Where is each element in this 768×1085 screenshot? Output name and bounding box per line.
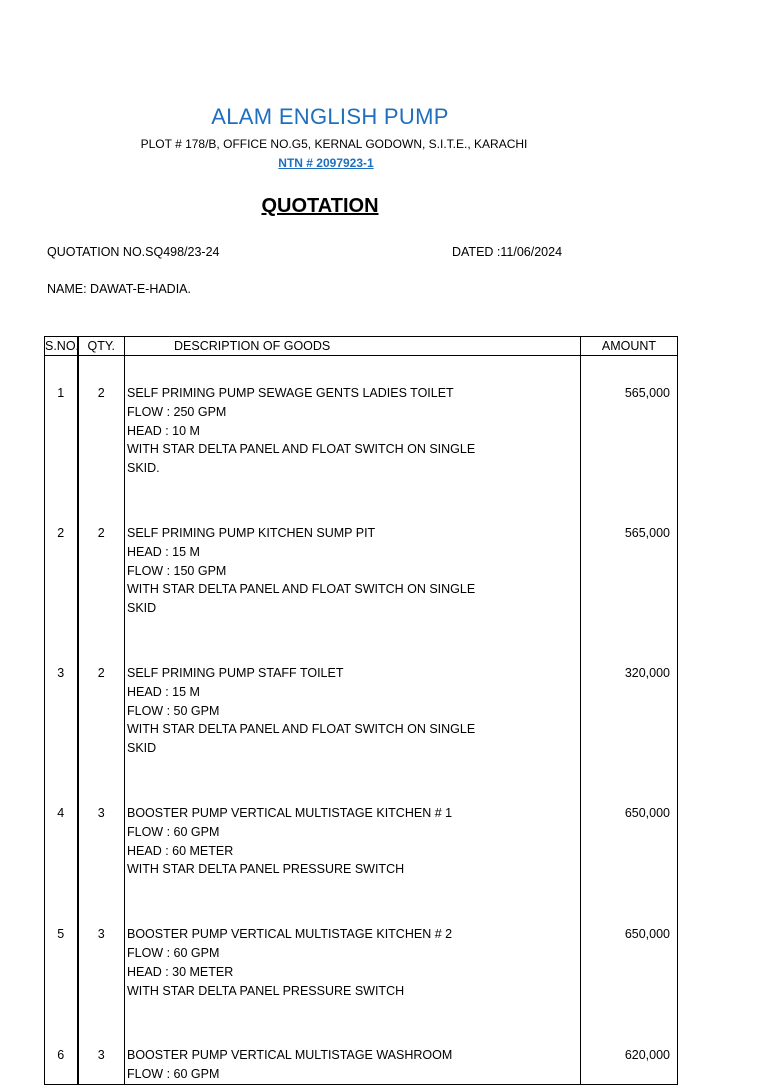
amount-cell xyxy=(581,356,678,496)
header-description: DESCRIPTION OF GOODS xyxy=(125,337,581,356)
table-row xyxy=(45,1018,678,1084)
quantity-cell-text: 2 xyxy=(97,525,105,540)
amount-cell-text: 650,000 xyxy=(624,805,670,820)
amount-cell-text: 565,000 xyxy=(624,525,670,540)
description-line: SKID xyxy=(127,741,157,756)
description-line: WITH STAR DELTA PANEL AND FLOAT SWITCH ON SINGLE xyxy=(127,442,476,457)
serial-number-cell xyxy=(45,356,78,496)
description-line: BOOSTER PUMP VERTICAL MULTISTAGE KITCHEN # 2 xyxy=(127,927,453,942)
quantity-cell xyxy=(78,897,125,1018)
quotation-date: DATED :11/06/2024 xyxy=(452,245,563,259)
description-cell xyxy=(125,1018,581,1084)
description-line: FLOW : 250 GPM xyxy=(127,404,227,419)
company-name: ALAM ENGLISH PUMP xyxy=(211,104,449,129)
table-row xyxy=(45,356,678,496)
description-line: WITH STAR DELTA PANEL AND FLOAT SWITCH ON SINGLE xyxy=(127,722,476,737)
amount-cell xyxy=(581,897,678,1018)
serial-number-cell xyxy=(45,897,78,1018)
description-line: HEAD : 60 METER xyxy=(127,843,234,858)
serial-number-cell xyxy=(45,1018,78,1084)
amount-cell xyxy=(581,776,678,897)
document-title: QUOTATION xyxy=(261,195,379,217)
header-sno: S.NO. xyxy=(45,337,78,356)
quantity-cell-text: 3 xyxy=(97,805,105,820)
description-line: HEAD : 15 M xyxy=(127,684,200,699)
description-line: FLOW : 50 GPM xyxy=(127,703,220,718)
description-line: FLOW : 150 GPM xyxy=(127,563,227,578)
table-body xyxy=(45,356,678,1085)
amount-cell-text: 650,000 xyxy=(624,927,670,942)
serial-number-cell xyxy=(45,636,78,776)
amount-cell-text: 565,000 xyxy=(624,386,670,400)
description-line: SELF PRIMING PUMP SEWAGE GENTS LADIES TOILET xyxy=(127,386,454,400)
description-line: WITH STAR DELTA PANEL PRESSURE SWITCH xyxy=(127,862,405,877)
goods-table xyxy=(44,336,678,1085)
quantity-cell xyxy=(78,776,125,897)
description-line: SELF PRIMING PUMP KITCHEN SUMP PIT xyxy=(127,525,376,540)
description-cell xyxy=(125,636,581,776)
description-line: SKID xyxy=(127,601,157,616)
company-address: PLOT # 178/B, OFFICE NO.G5, KERNAL GODOWN, S.I.T.E., KARACHI xyxy=(140,137,528,151)
serial-number-cell-text: 6 xyxy=(57,1048,65,1063)
description-line: FLOW : 60 GPM xyxy=(127,945,220,960)
description-line: BOOSTER PUMP VERTICAL MULTISTAGE WASHROOM xyxy=(127,1048,453,1063)
description-line: WITH STAR DELTA PANEL PRESSURE SWITCH xyxy=(127,983,405,998)
amount-cell-text: 320,000 xyxy=(624,665,670,680)
quantity-cell xyxy=(78,356,125,496)
quantity-cell xyxy=(78,496,125,636)
amount-cell xyxy=(581,1018,678,1084)
quantity-cell-text: 3 xyxy=(97,927,105,942)
serial-number-cell-text: 4 xyxy=(57,805,65,820)
amount-cell xyxy=(581,636,678,776)
serial-number-cell-text: 3 xyxy=(57,665,65,680)
table-row xyxy=(45,636,678,776)
quantity-cell xyxy=(78,1018,125,1084)
description-line: SELF PRIMING PUMP STAFF TOILET xyxy=(127,665,344,680)
quantity-cell xyxy=(78,636,125,776)
description-cell xyxy=(125,897,581,1018)
table-header-row xyxy=(45,337,678,356)
table-row xyxy=(45,897,678,1018)
table-row xyxy=(45,776,678,897)
quantity-cell-text: 2 xyxy=(97,386,105,400)
description-cell xyxy=(125,356,581,496)
amount-cell-text: 620,000 xyxy=(624,1048,670,1063)
serial-number-cell xyxy=(45,496,78,636)
serial-number-cell xyxy=(45,776,78,897)
description-cell xyxy=(125,776,581,897)
header-qty: QTY. xyxy=(78,337,125,356)
description-line: SKID. xyxy=(127,461,160,476)
header-amount: AMOUNT xyxy=(581,337,678,356)
quantity-cell-text: 2 xyxy=(97,665,105,680)
description-line: HEAD : 15 M xyxy=(127,544,200,559)
serial-number-cell-text: 2 xyxy=(57,525,65,540)
description-line: FLOW : 60 GPM xyxy=(127,1067,220,1082)
quotation-number: QUOTATION NO.SQ498/23-24 xyxy=(47,245,220,259)
customer-name: NAME: DAWAT-E-HADIA. xyxy=(47,282,191,296)
serial-number-cell-text: 5 xyxy=(57,927,65,942)
amount-cell xyxy=(581,496,678,636)
description-cell xyxy=(125,496,581,636)
ntn-number: NTN # 2097923-1 xyxy=(278,156,374,170)
description-line: FLOW : 60 GPM xyxy=(127,824,220,839)
table-row xyxy=(45,496,678,636)
serial-number-cell-text: 1 xyxy=(57,386,65,400)
description-line: HEAD : 10 M xyxy=(127,423,200,438)
description-line: BOOSTER PUMP VERTICAL MULTISTAGE KITCHEN # 1 xyxy=(127,805,453,820)
quantity-cell-text: 3 xyxy=(97,1048,105,1063)
description-line: HEAD : 30 METER xyxy=(127,964,234,979)
description-line: WITH STAR DELTA PANEL AND FLOAT SWITCH ON SINGLE xyxy=(127,582,476,597)
